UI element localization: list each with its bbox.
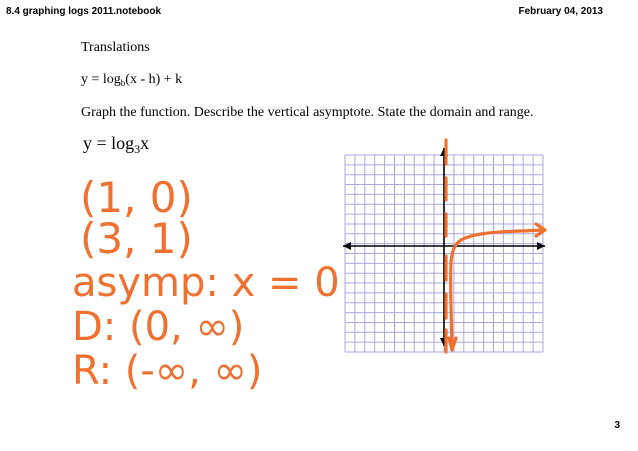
function-rhs: x [140, 133, 150, 153]
formula-lhs: y = log [81, 72, 121, 87]
section-title: Translations [81, 40, 150, 55]
instructions: Graph the function. Describe the vertical asymptote. State the domain and range. [81, 105, 534, 120]
handwritten-domain: D: (0, ∞) [72, 304, 245, 350]
handwritten-point-2: (3, 1) [80, 214, 193, 263]
function-base: 3 [134, 142, 141, 156]
log-curve [451, 230, 544, 345]
document-date: February 04, 2013 [518, 6, 603, 17]
handwritten-range: R: (-∞, ∞) [72, 348, 263, 394]
document-filename: 8.4 graphing logs 2011.notebook [6, 6, 162, 17]
formula-rhs: (x - h) + k [125, 72, 183, 87]
function-lhs: y = log [83, 133, 135, 153]
handwritten-asymptote: asymp: x = 0 [72, 260, 340, 306]
handwritten-point-1: (1, 0) [80, 173, 193, 222]
page-number: 3 [614, 420, 620, 431]
formula-base: b [120, 78, 126, 88]
